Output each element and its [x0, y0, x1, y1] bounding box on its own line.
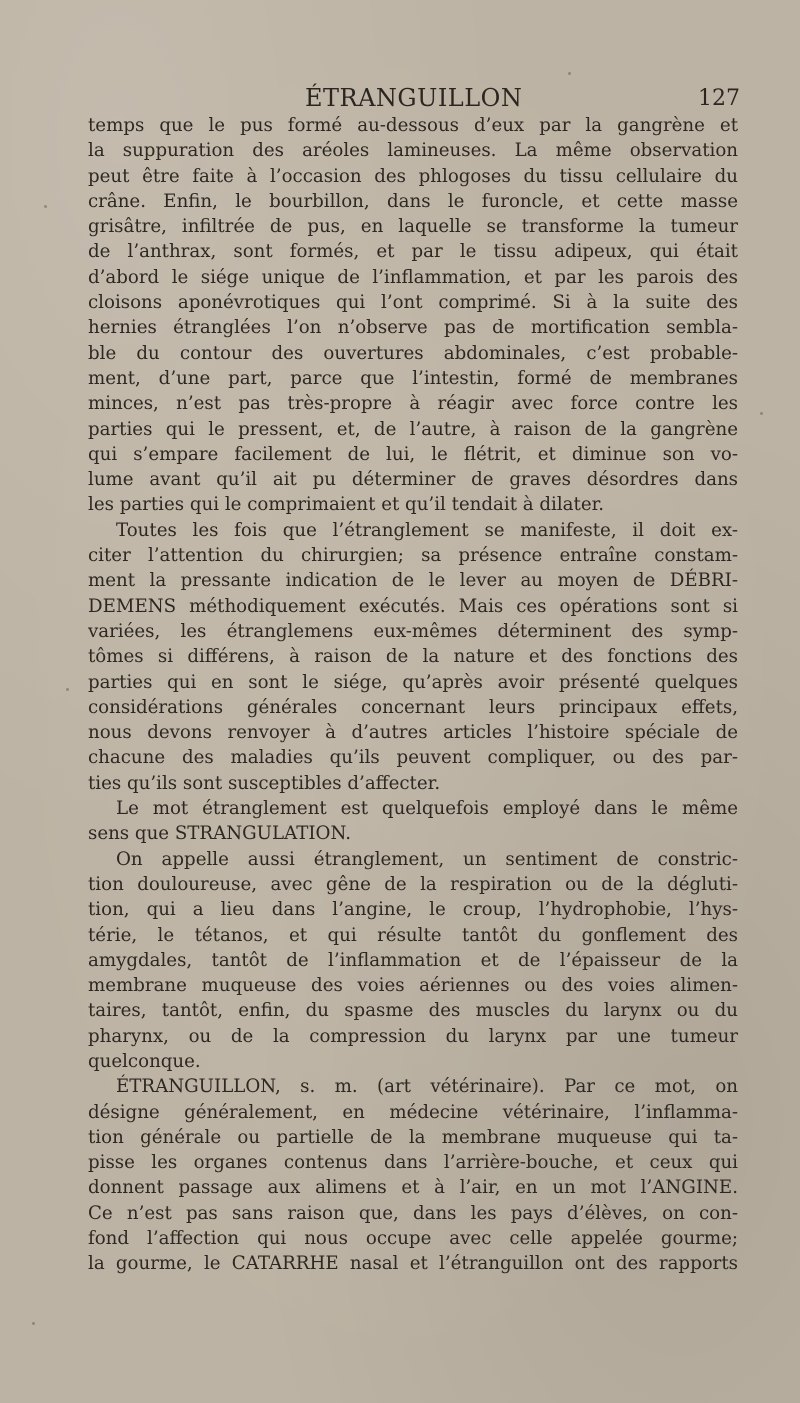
text-line: DEMENS méthodiquement exécutés. Mais ces opérations sont si [88, 595, 738, 617]
running-head [0, 84, 800, 116]
text-line: tômes si différens, à raison de la nature et des fonctions des [88, 646, 738, 668]
text-line: la suppuration des aréoles lamineuses. La même observation [88, 140, 738, 162]
paper-speck [32, 1322, 35, 1325]
running-title: ÉTRANGUILLON [305, 84, 523, 112]
text-line: tion, qui a lieu dans l’angine, le croup, l’hydrophobie, l’hys- [88, 899, 738, 921]
text-line: temps que le pus formé au-dessous d’eux par la gangrène et [88, 115, 738, 136]
text-line: pharynx, ou de la compression du larynx par une tumeur [88, 1025, 738, 1047]
body-text [88, 113, 738, 1277]
text-line: cloisons aponévrotiques qui l’ont comprimé. Si à la suite des [88, 292, 738, 314]
page-number: 127 [698, 86, 740, 111]
text-line: tion douloureuse, avec gêne de la respiration ou de la dégluti- [88, 873, 738, 895]
text-line: amygdales, tantôt de l’inflammation et de l’épaisseur de la [88, 949, 738, 971]
text-line: ment la pressante indication de le lever au moyen de DÉBRI- [88, 570, 738, 592]
text-line: peut être faite à l’occasion des phlogoses du tissu cellulaire du [88, 165, 738, 187]
text-line: minces, n’est pas très-propre à réagir avec force contre les [88, 393, 738, 415]
text-line: considérations générales concernant leurs principaux effets, [88, 696, 738, 718]
text-line: désigne généralement, en médecine vétérinaire, l’inflamma- [88, 1101, 738, 1123]
text-line: la gourme, le CATARRHE nasal et l’étranguillon ont des rapports [88, 1253, 738, 1275]
text-line: Ce n’est pas sans raison que, dans les pays d’élèves, on con- [88, 1202, 738, 1224]
text-line: donnent passage aux alimens et à l’air, en un mot l’ANGINE. [88, 1177, 738, 1199]
text-line: nous devons renvoyer à d’autres articles l’histoire spéciale de [88, 722, 738, 744]
text-line: Le mot étranglement est quelquefois employé dans le même [116, 798, 738, 820]
text-line: pisse les organes contenus dans l’arrière-bouche, et ceux qui [88, 1152, 738, 1174]
text-line: crâne. Enfin, le bourbillon, dans le furoncle, et cette masse [88, 190, 738, 212]
text-line: chacune des maladies qu’ils peuvent compliquer, ou des par- [88, 747, 738, 769]
text-line: quelconque. [88, 1050, 201, 1072]
paper-speck [568, 72, 571, 75]
text-line: hernies étranglées l’on n’observe pas de mortification sembla- [88, 317, 738, 339]
text-line: On appelle aussi étranglement, un sentiment de constric- [116, 848, 738, 870]
text-line: térie, le tétanos, et qui résulte tantôt du gonflement des [88, 924, 738, 946]
text-line: Toutes les fois que l’étranglement se manifeste, il doit ex- [116, 519, 738, 541]
text-line: parties qui le pressent, et, de l’autre, à raison de la gangrène [88, 418, 738, 440]
text-line: ment, d’une part, parce que l’intestin, formé de membranes [88, 367, 738, 389]
text-line: parties qui en sont le siége, qu’après avoir présenté quelques [88, 671, 738, 693]
text-line: taires, tantôt, enfin, du spasme des muscles du larynx ou du [88, 1000, 738, 1022]
text-line: lume avant qu’il ait pu déterminer de graves désordres dans [88, 469, 738, 491]
paper-speck [66, 688, 69, 691]
text-line: qui s’empare facilement de lui, le flétrit, et diminue son vo- [88, 443, 738, 465]
text-line: grisâtre, infiltrée de pus, en laquelle se transforme la tumeur [88, 216, 738, 238]
text-line: d’abord le siége unique de l’inflammation, et par les parois des [88, 266, 738, 288]
paper-speck [760, 412, 763, 415]
text-line: membrane muqueuse des voies aériennes ou des voies alimen- [88, 975, 738, 997]
text-line: variées, les étranglemens eux-mêmes déterminent des symp- [88, 620, 738, 642]
text-line: fond l’affection qui nous occupe avec celle appelée gourme; [88, 1228, 738, 1250]
text-line: ties qu’ils sont susceptibles d’affecter. [88, 772, 441, 794]
text-line: citer l’attention du chirurgien; sa présence entraîne constam- [88, 545, 738, 567]
text-line: de l’anthrax, sont formés, et par le tissu adipeux, qui était [88, 241, 738, 263]
text-line: les parties qui le comprimaient et qu’il tendait à dilater. [88, 494, 605, 516]
text-line: tion générale ou partielle de la membrane muqueuse qui ta- [88, 1126, 738, 1148]
text-line: ÉTRANGUILLON, s. m. (art vétérinaire). Par ce mot, on [116, 1076, 738, 1098]
text-line: sens que STRANGULATION. [88, 823, 351, 845]
paper-speck [44, 205, 47, 208]
text-line: ble du contour des ouvertures abdominales, c’est probable- [88, 342, 738, 364]
